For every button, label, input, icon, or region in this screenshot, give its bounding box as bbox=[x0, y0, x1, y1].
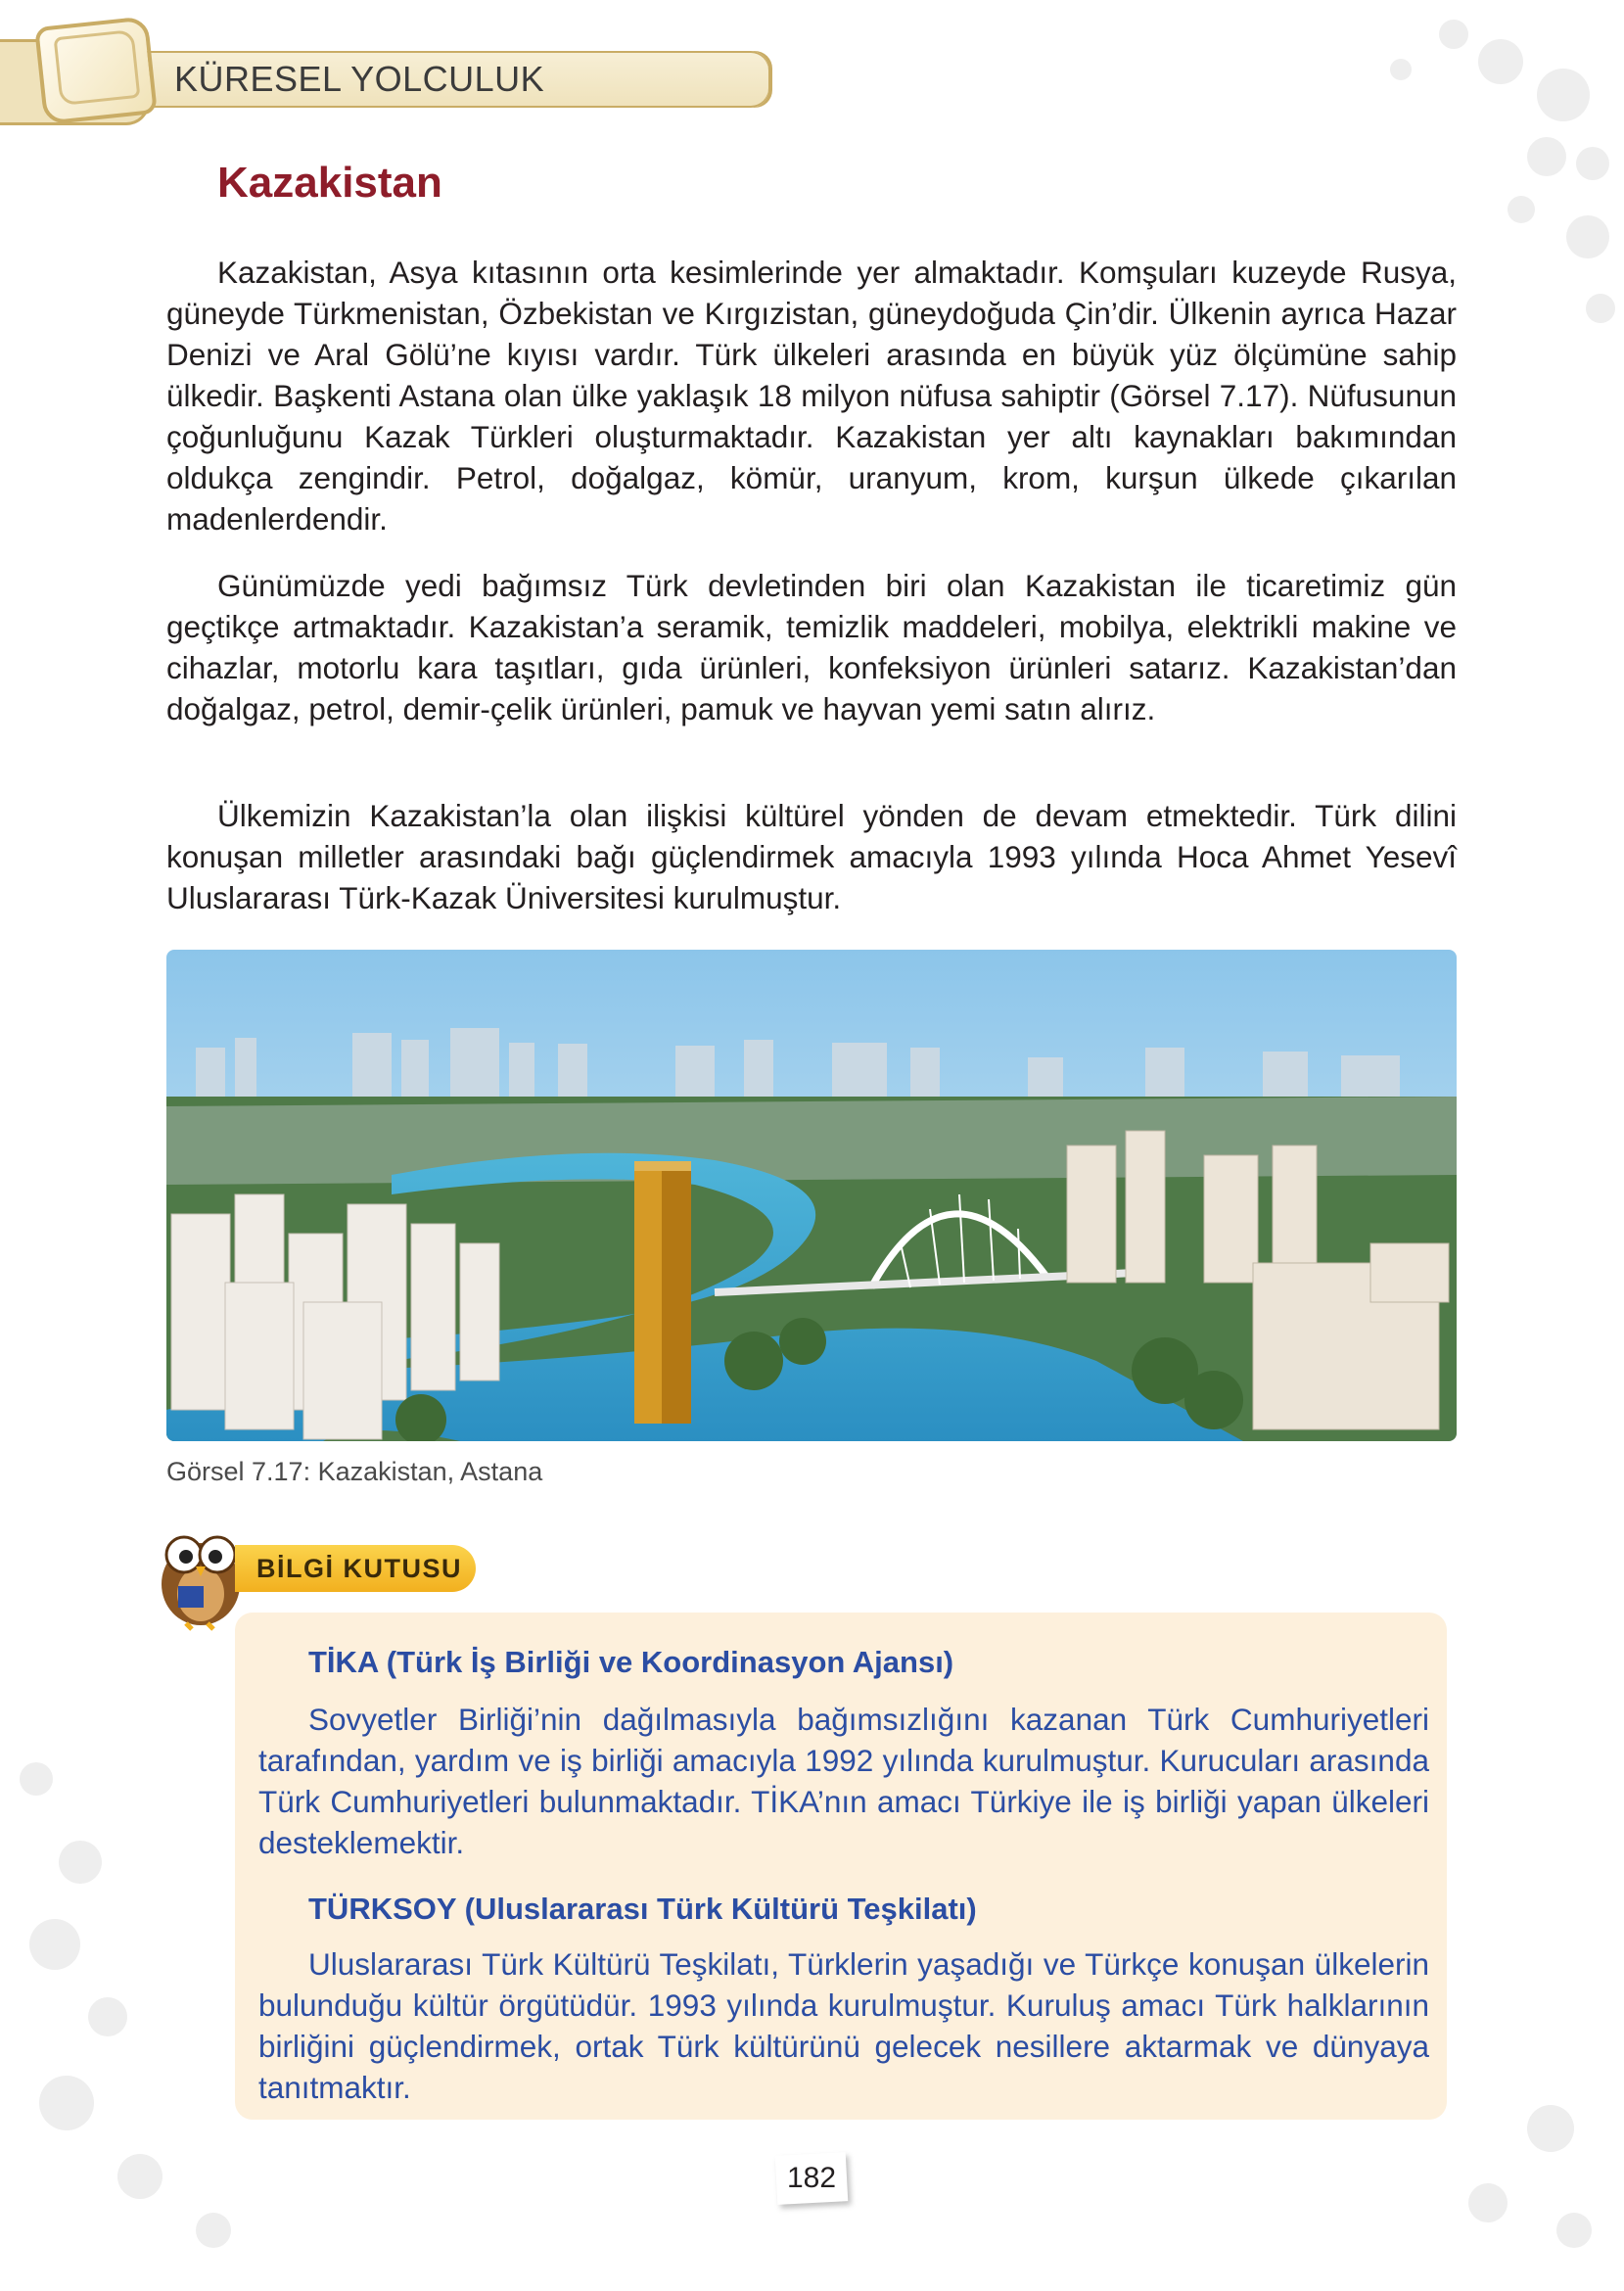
tika-text: Sovyetler Birliği’nin dağılmasıyla bağımsızlığını kazanan Türk Cumhuriyetleri tarafından, yardım ve iş birliği amacıyla 1992 yılında kurulmuştur. Kurucuları arasında Türk Cumhuriyetleri bulunmaktadır. TİKA’nın amacı Türkiye ile iş birliği yapan ülkeleri desteklemektir. bbox=[258, 1702, 1429, 1860]
figure-caption: Görsel 7.17: Kazakistan, Astana bbox=[166, 1457, 543, 1486]
info-box-label: BİLGİ KUTUSU bbox=[256, 1554, 462, 1583]
unit-title: KÜRESEL YOLCULUK bbox=[174, 59, 545, 99]
book-inner-icon bbox=[54, 29, 141, 106]
section-title: Kazakistan bbox=[217, 159, 442, 207]
turksoy-text: Uluslararası Türk Kültürü Teşkilatı, Türklerin yaşadığı ve Türkçe konuşan ülkelerin bulunduğu kültür örgütüdür. 1993 yılında kurulmuştur. Kuruluş amacı Türk halklarının birliğini güçlendirmek, ortak Türk kültürünü gelecek nesillere aktarmak ve dünyaya tanıtmaktır. bbox=[258, 1946, 1429, 2105]
page-number: 182 bbox=[786, 2162, 837, 2194]
body-paragraph: Kazakistan, Asya kıtasının orta kesimlerinde yer almaktadır. Komşuları kuzeyde Rusya, güneyde Türkmenistan, Özbekistan ve Kırgızistan, güneydoğuda Çin’dir. Ülkenin ayrıca Hazar Denizi ve Aral Gölü’ne kıyısı vardır. Türk ülkeleri arasında en büyük yüz ölçümüne sahip ülkedir. Başkenti Astana olan ülke yaklaşık 18 milyon nüfusa sahiptir (Görsel 7.17). Nüfusunun çoğunluğunu Kazak Türkleri oluşturmaktadır. Kazakistan yer altı kaynakları bakımından oldukça zengindir. Petrol, doğalgaz, kömür, uranyum, krom, kurşun ülkede çıkarılan madenlerdendir. bbox=[166, 255, 1457, 537]
body-paragraph: Günümüzde yedi bağımsız Türk devletinden biri olan Kazakistan ile ticaretimiz gün geçtikçe artmaktadır. Kazakistan’a seramik, temizlik maddeleri, mobilya, elektrikli makine ve cihazlar, motorlu kara taşıtları, gıda ürünleri, konfeksiyon ürünleri satarız. Kazakistan’dan doğalgaz, petrol, demir-çelik ürünleri, pamuk ve hayvan yemi satın alırız. bbox=[166, 568, 1457, 726]
body-paragraph: Ülkemizin Kazakistan’la olan ilişkisi kültürel yönden de devam etmektedir. Türk dilini konuşan milletler arasındaki bağı güçlendirmek amacıyla 1993 yılında Hoca Ahmet Yesevî Uluslararası Türk-Kazak Üniversitesi kurulmuştur. bbox=[166, 798, 1457, 915]
turksoy-heading: TÜRKSOY (Uluslararası Türk Kültürü Teşkilatı) bbox=[308, 1892, 977, 1926]
tika-heading: TİKA (Türk İş Birliği ve Koordinasyon Ajansı) bbox=[308, 1645, 954, 1679]
astana-photo bbox=[166, 950, 1457, 1441]
